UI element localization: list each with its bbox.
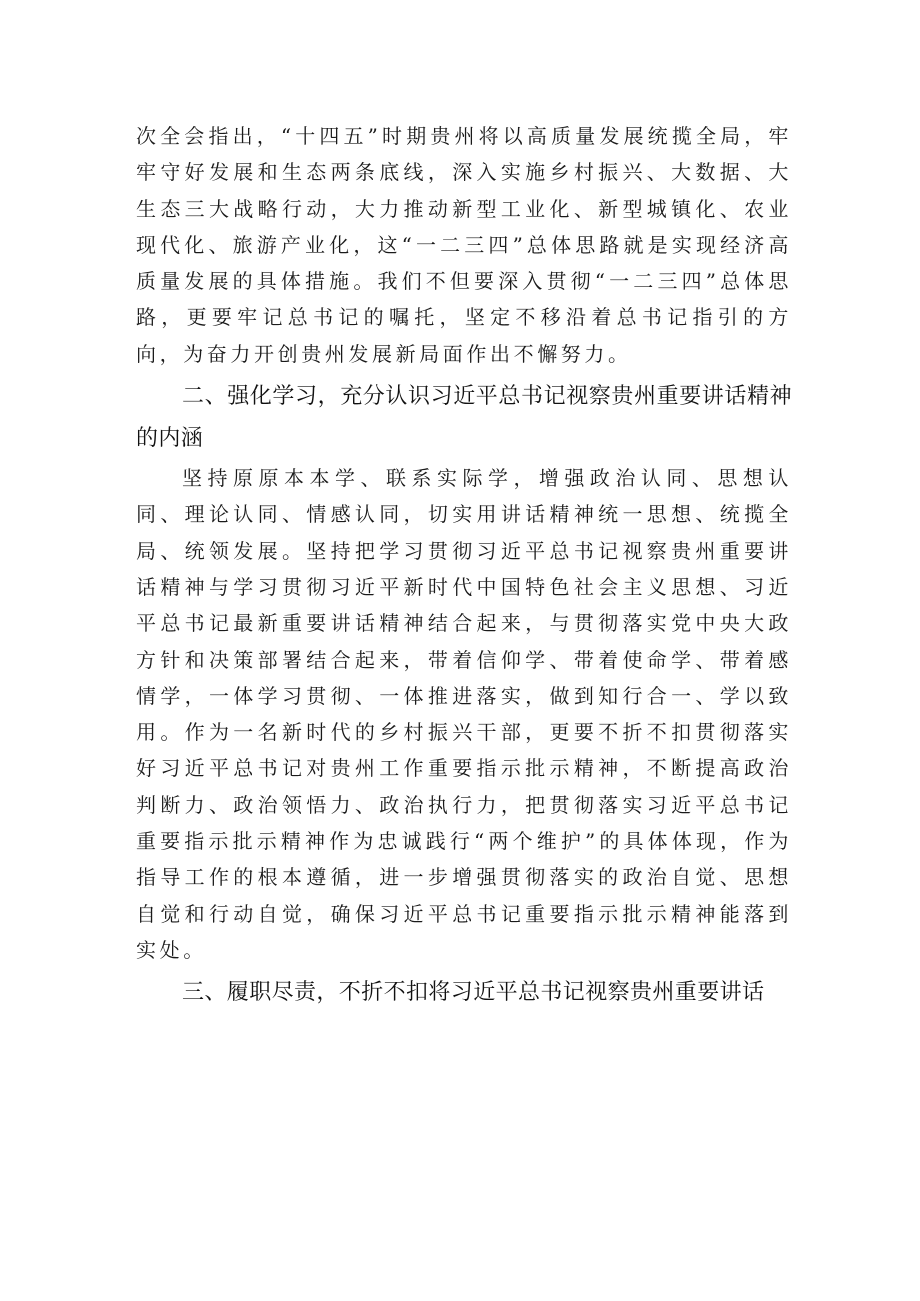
paragraph-continuation: 次全会指出，“十四五”时期贵州将以高质量发展统揽全局，牢牢守好发展和生态两条底线，深入实施乡村振兴、大数据、大生态三大战略行动，大力推动新型工业化、新型城镇化、农业现代化、旅游产业化，这“一二三四”总体思路就是实现经济高质量发展的具体措施。我们不但要深入贯彻“一二三四”总体思路，更要牢记总书记的嘱托，坚定不移沿着总书记指引的方向，为奋力开创贵州发展新局面作出不懈努力。 (136, 124, 792, 366)
section-heading-2: 二、强化学习，充分认识习近平总书记视察贵州重要讲话精神的内涵 (136, 384, 792, 452)
document-body (136, 118, 792, 1014)
section-heading-3: 三、履职尽责，不折不扣将习近平总书记视察贵州重要讲话 (182, 980, 765, 1006)
paragraph-section-2: 坚持原原本本学、联系实际学，增强政治认同、思想认同、理论认同、情感认同，切实用讲话精神统一思想、统揽全局、统领发展。坚持把学习贯彻习近平总书记视察贵州重要讲话精神与学习贯彻习近平新时代中国特色社会主义思想、习近平总书记最新重要讲话精神结合起来，与贯彻落实党中央大政方针和决策部署结合起来，带着信仰学、带着使命学、带着感情学，一体学习贯彻、一体推进落实，做到知行合一、学以致用。作为一名新时代的乡村振兴干部，更要不折不扣贯彻落实好习近平总书记对贵州工作重要指示批示精神，不断提高政治判断力、政治领悟力、政治执行力，把贯彻落实习近平总书记重要指示批示精神作为忠诚践行“两个维护”的具体体现，作为指导工作的根本遵循，进一步增强贯彻落实的政治自觉、思想自觉和行动自觉，确保习近平总书记重要指示批示精神能落到实处。 (136, 466, 792, 962)
